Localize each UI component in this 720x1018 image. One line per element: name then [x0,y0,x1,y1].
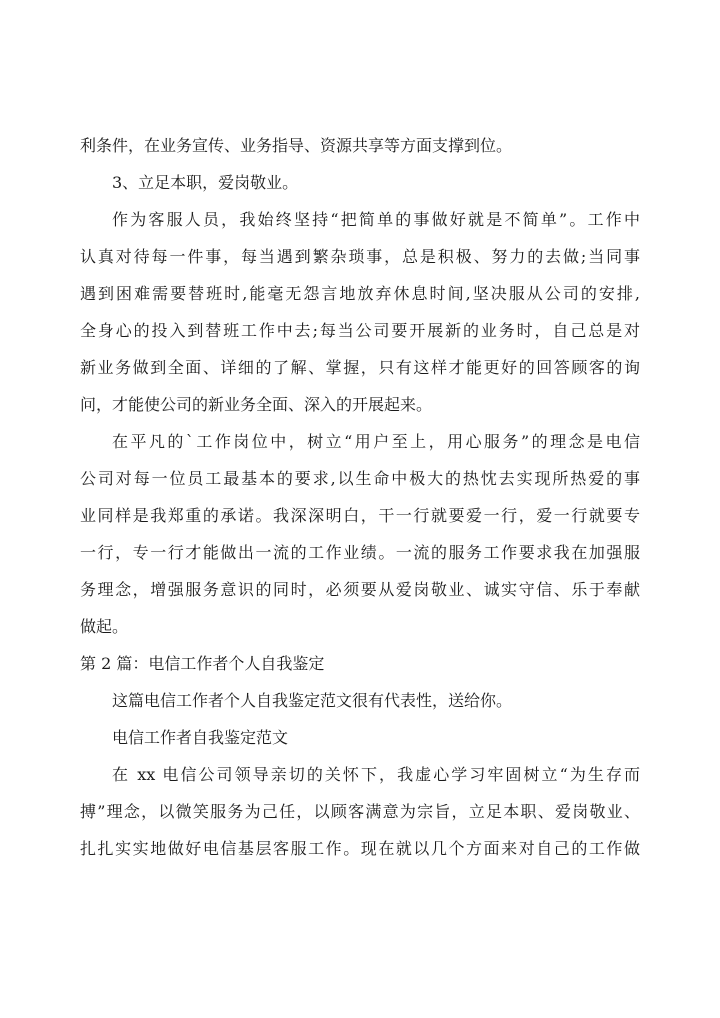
text-line: 搏”理念，以微笑服务为己任，以顾客满意为宗旨，立足本职、爱岗敬业、 [80,802,640,821]
document-body [80,127,640,867]
text-line: 全身心的投入到替班工作中去;每当公司要开展新的业务时，自己总是对 [80,321,640,340]
text-line: 公司对每一位员工最基本的要求,以生命中极大的热忱去实现所热爱的事 [80,469,640,488]
text-line: 这篇电信工作者个人自我鉴定范文很有代表性，送给你。 [112,691,513,710]
text-line: 作为客服人员，我始终坚持“把简单的事做好就是不简单”。工作中 [112,210,640,229]
text-line: 扎扎实实地做好电信基层客服工作。现在就以几个方面来对自己的工作做 [80,839,640,858]
text-line: 务理念，增强服务意识的同时，必须要从爱岗敬业、诚实守信、乐于奉献 [80,580,640,599]
text-line: 利条件，在业务宣传、业务指导、资源共享等方面支撑到位。 [80,136,513,155]
text-line: 做起。 [80,617,129,636]
text-line: 在平凡的`工作岗位中，树立“用户至上，用心服务”的理念是电信 [112,432,640,451]
text-line: 电信工作者自我鉴定范文 [112,728,289,747]
text-line: 遇到困难需要替班时,能毫无怨言地放弃休息时间,坚决服从公司的安排, [80,284,640,303]
text-line: 业同样是我郑重的承诺。我深深明白，干一行就要爱一行，爱一行就要专 [80,506,640,525]
text-line: 第 2 篇：电信工作者个人自我鉴定 [80,654,325,673]
text-line: 认真对待每一件事，每当遇到繁杂琐事，总是积极、努力的去做;当同事 [80,247,640,266]
text-line: 新业务做到全面、详细的了解、掌握，只有这样才能更好的回答顾客的询 [80,358,640,377]
text-line: 一行，专一行才能做出一流的工作业绩。一流的服务工作要求我在加强服 [80,543,640,562]
text-line: 在 xx 电信公司领导亲切的关怀下，我虚心学习牢固树立“为生存而 [112,765,640,784]
text-line: 3、立足本职，爱岗敬业。 [112,173,299,192]
text-line: 问，才能使公司的新业务全面、深入的开展起来。 [80,395,433,414]
